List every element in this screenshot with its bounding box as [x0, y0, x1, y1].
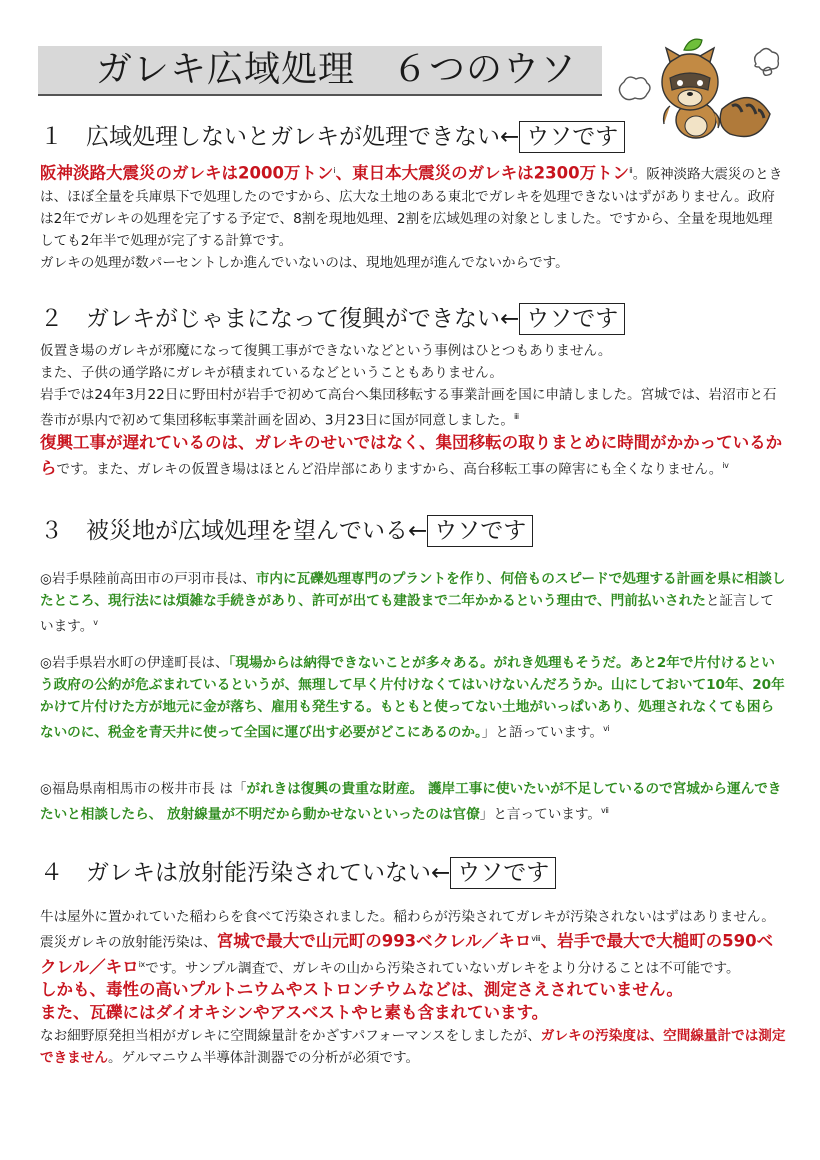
- footnote-8: ⅷ: [531, 934, 541, 943]
- page-title: ガレキ広域処理 ６つのウソ: [96, 49, 578, 90]
- uso-desu-badge: ウソです: [519, 121, 625, 153]
- footnote-9: ⅸ: [138, 959, 146, 969]
- quote-1-intro: ◎岩手県陸前高田市の戸羽市長は、: [40, 571, 256, 587]
- footnote-5: ⅴ: [93, 618, 99, 627]
- section-4-p1: 牛は屋外に置かれていた稲わらを食べて汚染されました。稲わらが汚染されてガレキが汚染されないはずはありません。震災ガレキの放射能汚染は、: [40, 909, 775, 951]
- quote-iwaizumi: [40, 652, 786, 744]
- section-4-body: [40, 906, 786, 1069]
- footnote-6: ⅵ: [603, 724, 610, 733]
- tanuki-mascot-icon: [614, 34, 794, 144]
- footnote-1: ⅰ: [333, 166, 336, 175]
- tohoku-amount: 、東日本大震災のガレキは2300万トン: [335, 163, 630, 183]
- section-4-p4: なお細野原発担当相がガレキに空間線量計をかざすパフォーマンスをしましたが、: [40, 1028, 541, 1045]
- quote-3-tail: 」と言っています。: [479, 806, 601, 823]
- section-1-body: [40, 160, 786, 274]
- section-4-p1-rest: です。サンプル調査で、ガレキの山から汚染されていないガレキをより分けることは不可能です。: [145, 960, 740, 977]
- section-1-text: 。阪神淡路大震災のときは、ほぼ全量を兵庫県下で処理したのですから、広大な土地のある東北でガレキを処理できないはずがありません。政府は2年でガレキの処理を完了する予定で、8割を現地処理、2割を広域処理の対象としました。ですから、全量を現地処理しても2年半で処理が完了する計算です。: [40, 166, 783, 249]
- section-2-p4: です。また、ガレキの仮置き場はほとんど沿岸部にありますから、高台移転工事の障害にも全くなりません。: [56, 461, 723, 478]
- section-4-warning-1: しかも、毒性の高いプルトニウムやストロンチウムなどは、測定さえされていません。: [40, 980, 683, 1000]
- quote-3-intro: ◎福島県南相馬市の桜井市長 は「: [40, 781, 247, 797]
- uso-desu-badge: ウソです: [450, 857, 556, 889]
- miyagi-contamination: 宮城で最大で山元町の993ベクレル／キロ: [216, 931, 532, 951]
- quote-2-tail: 」と語っています。: [481, 724, 604, 741]
- section-1-last: ガレキの処理が数パーセントしか進んでいないのは、現地処理が進んでないからです。: [40, 254, 569, 271]
- section-1-heading: [40, 120, 625, 154]
- section-4-p4-rest: 。ゲルマニウム半導体計測器での分析が必須です。: [107, 1050, 420, 1067]
- footnote-7: ⅶ: [601, 806, 609, 815]
- quote-3-text: がれきは復興の貴重な財産。 護岸工事に使いたいが不足しているので宮城から運んできたいと相談したら、 放射線量が不明だから動かせないといったのは官僚: [40, 781, 782, 823]
- quote-1-text: 市内に瓦礫処理専門のプラントを作り、何倍ものスピードで処理する計画を県に相談したところ、現行法には煩雑な手続きがあり、許可が出ても建設まで二年かかるという理由で、門前払いされた: [40, 571, 786, 609]
- section-4-heading: [40, 856, 556, 890]
- quote-rikuzentakata: [40, 568, 786, 638]
- section-2-heading-text: ２ ガレキがじゃまになって復興ができない←: [40, 306, 520, 332]
- section-4-warning-2: また、瓦礫にはダイオキシンやアスベストやヒ素も含まれています。: [40, 1003, 549, 1023]
- hanshin-amount: 阪神淡路大震災のガレキは2000万トン: [40, 163, 334, 183]
- section-2-p3: 岩手では24年3月22日に野田村が岩手で初めて高台へ集団移転する事業計画を国に申請しました。宮城では、岩沼市と石巻市が県内で初めて集団移転事業計画を固め、3月23日に国が同意しました。: [40, 387, 777, 429]
- quote-1-tail: と証言しています。: [40, 593, 774, 635]
- title-banner: [38, 46, 602, 96]
- quote-2-text: 「現場からは納得できないことが多々ある。がれき処理もそうだ。あと2年で片付けるという政府の公約が危ぶまれているというが、無理して早く片付けなくてはいけないんだろうか。山にしておいて10年、20年かけて片付けた方が地元に金が落ち、雇用も発生する。もともと使ってない土地がいっぱいあり、処理されなくても困らないのに、税金を青天井に使って全国に運び出す必要がどこにあるのか。: [40, 655, 785, 741]
- section-4-p4-highlight: ガレキの汚染度は、空間線量計では測定できません: [40, 1028, 786, 1067]
- uso-desu-badge: ウソです: [427, 515, 533, 547]
- footnote-3: ⅲ: [514, 412, 520, 421]
- footnote-2: ⅱ: [629, 166, 633, 175]
- section-2-highlight: 復興工事が遅れているのは、ガレキのせいではなく、集団移転の取りまとめに時間がかかっているから: [40, 432, 783, 478]
- iwate-contamination: 、岩手で最大で大槌町の590ベクレル／キロ: [40, 931, 774, 977]
- section-1-heading-text: １ 広域処理しないとガレキが処理できない←: [40, 124, 520, 150]
- quote-minamisoma: [40, 778, 786, 826]
- section-3-heading-text: ３ 被災地が広域処理を望んでいる←: [40, 518, 428, 544]
- section-2-p1: 仮置き場のガレキが邪魔になって復興工事ができないなどという事例はひとつもありません。: [40, 343, 612, 359]
- footnote-4: ⅳ: [722, 460, 729, 470]
- section-2-body: [40, 340, 786, 480]
- quote-2-intro: ◎岩手県岩水町の伊達町長は、: [40, 655, 229, 671]
- section-2-heading: [40, 302, 625, 336]
- section-2-p2: また、子供の通学路にガレキが積まれているなどということもありません。: [40, 365, 504, 381]
- section-3-heading: [40, 514, 533, 548]
- section-4-heading-text: ４ ガレキは放射能汚染されていない←: [40, 860, 451, 886]
- uso-desu-badge: ウソです: [519, 303, 625, 335]
